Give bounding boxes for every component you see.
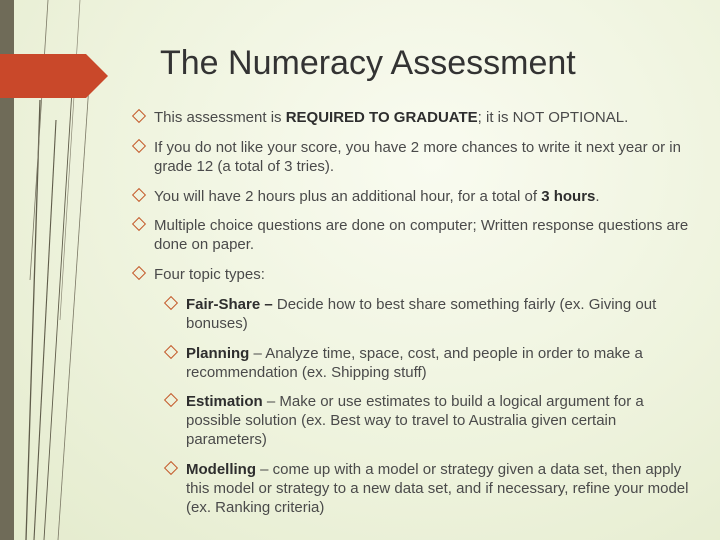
diamond-bullet-icon (132, 109, 146, 123)
bullet-text: Four topic types: (154, 266, 265, 283)
diamond-bullet-icon (132, 217, 146, 231)
bullet-retries (132, 138, 692, 176)
bullet-question-format (132, 216, 692, 254)
bullet-text: . (595, 188, 600, 205)
subbullet-planning (132, 344, 692, 382)
bullet-bold-text: REQUIRED TO GRADUATE (285, 109, 478, 126)
diamond-bullet-icon (164, 461, 178, 475)
bullet-text: If you do not like your score, you have 2 more chances to write it next year or in grade 12 (a total of 3 tries). (154, 139, 681, 175)
bullet-list (132, 108, 692, 517)
diamond-bullet-icon (132, 188, 146, 202)
diamond-bullet-icon (132, 266, 146, 280)
bullet-text: This assessment is (154, 109, 286, 126)
diamond-bullet-icon (164, 296, 178, 310)
bullet-required (132, 108, 692, 127)
bullet-bold-text: Planning (186, 345, 250, 362)
bullet-bold-text: 3 hours (541, 188, 596, 205)
diamond-bullet-icon (164, 393, 178, 407)
bullet-text: Multiple choice questions are done on computer; Written response questions are done on paper. (154, 217, 689, 253)
bullet-text: You will have 2 hours plus an additional hour, for a total of (154, 188, 542, 205)
bullet-topic-types (132, 265, 692, 284)
title-accent-arrow (0, 54, 108, 98)
diamond-bullet-icon (164, 345, 178, 359)
subbullet-estimation (132, 392, 692, 449)
bullet-text: ; it is NOT OPTIONAL. (477, 109, 629, 126)
bullet-duration (132, 187, 692, 206)
bullet-text: – Analyze time, space, cost, and people in order to make a recommendation (ex. Shipping stuff) (186, 345, 643, 381)
subbullet-fair-share (132, 295, 692, 333)
slide-title: The Numeracy Assessment (160, 44, 576, 82)
diamond-bullet-icon (132, 139, 146, 153)
bullet-bold-text: Modelling (186, 461, 256, 478)
bullet-text: – come up with a model or strategy given a data set, then apply this model or strategy to a new data set, and if necessary, refine your model (ex. Ranking criteria) (186, 461, 689, 516)
bullet-bold-text: Fair-Share – (186, 296, 273, 313)
subbullet-modelling (132, 460, 692, 517)
bullet-text: – Make or use estimates to build a logical argument for a possible solution (ex. Best way to travel to Australia given certain parameters) (186, 393, 644, 448)
bullet-bold-text: Estimation (186, 393, 263, 410)
bullet-text: Decide how to best share something fairly (ex. Giving out bonuses) (186, 296, 657, 332)
